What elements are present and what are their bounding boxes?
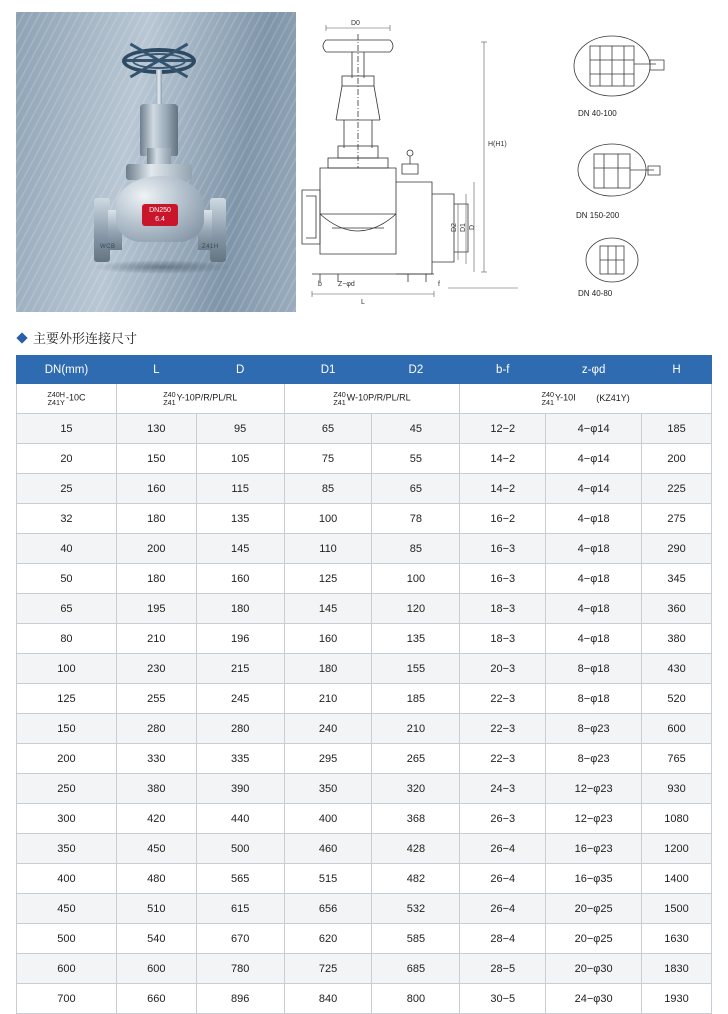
cell-d2: 585: [372, 924, 460, 954]
cell-h: 930: [642, 774, 712, 804]
cell-l: 330: [116, 744, 196, 774]
valve-stem: [156, 70, 162, 108]
cell-l: 230: [116, 654, 196, 684]
cell-d2: 368: [372, 804, 460, 834]
cell-d1: 295: [284, 744, 372, 774]
cell-d2: 185: [372, 684, 460, 714]
valve-outline-drawing: [298, 18, 548, 308]
col-header-h: H: [642, 356, 712, 384]
cell-zd: 4−φ18: [546, 624, 642, 654]
table-row: [17, 594, 712, 624]
cell-bf: 28−5: [460, 954, 546, 984]
cell-h: 430: [642, 654, 712, 684]
cell-d2: 210: [372, 714, 460, 744]
subheader-l-frac: Z40 Z41: [163, 390, 176, 407]
table-body: [17, 384, 712, 1014]
table-row: [17, 804, 712, 834]
cell-h: 275: [642, 504, 712, 534]
cell-bf: 18−3: [460, 594, 546, 624]
cell-l: 150: [116, 444, 196, 474]
cell-bf: 18−3: [460, 624, 546, 654]
cell-h: 200: [642, 444, 712, 474]
cell-d2: 78: [372, 504, 460, 534]
col-header-zd: z-φd: [546, 356, 642, 384]
cell-l: 160: [116, 474, 196, 504]
cell-l: 450: [116, 834, 196, 864]
cell-d1: 210: [284, 684, 372, 714]
cell-dn: 80: [17, 624, 117, 654]
cell-d: 145: [196, 534, 284, 564]
cell-d2: 120: [372, 594, 460, 624]
cell-bf: 26−3: [460, 804, 546, 834]
cell-l: 480: [116, 864, 196, 894]
cell-d2: 532: [372, 894, 460, 924]
table-row: [17, 834, 712, 864]
cell-l: 200: [116, 534, 196, 564]
cell-d1: 65: [284, 414, 372, 444]
dimensions-table-wrapper: [16, 355, 712, 1014]
valve-flange-right: [210, 198, 226, 262]
cell-d: 105: [196, 444, 284, 474]
subheader-l-suffix: Y-10P/R/PL/RL: [176, 392, 238, 403]
cell-dn: 350: [17, 834, 117, 864]
cell-zd: 8−φ23: [546, 744, 642, 774]
dim-label-d: D: [469, 224, 476, 230]
cell-d1: 180: [284, 654, 372, 684]
table-row: [17, 414, 712, 444]
cell-zd: 4−φ18: [546, 564, 642, 594]
cell-dn: 15: [17, 414, 117, 444]
dim-label-d1: D1: [460, 223, 467, 232]
cell-dn: 400: [17, 864, 117, 894]
subheader-d1-suffix: W-10P/R/PL/RL: [346, 392, 411, 403]
cell-dn: 40: [17, 534, 117, 564]
cell-d: 335: [196, 744, 284, 774]
cell-l: 255: [116, 684, 196, 714]
cell-l: 130: [116, 414, 196, 444]
cell-dn: 250: [17, 774, 117, 804]
cell-h: 1930: [642, 984, 712, 1014]
subheader-zd-suffix: Y-10I: [555, 392, 576, 403]
cell-l: 180: [116, 504, 196, 534]
cell-dn: 20: [17, 444, 117, 474]
cell-d1: 725: [284, 954, 372, 984]
cell-d1: 240: [284, 714, 372, 744]
cell-d: 160: [196, 564, 284, 594]
cell-d: 215: [196, 654, 284, 684]
cell-zd: 4−φ14: [546, 474, 642, 504]
cell-d1: 85: [284, 474, 372, 504]
col-header-bf: b-f: [460, 356, 546, 384]
subheader-dn-suffix: -10C: [65, 392, 86, 403]
casting-mark-left: WCB: [100, 244, 116, 250]
section-title: 主要外形连接尺寸: [33, 331, 138, 346]
cell-h: 185: [642, 414, 712, 444]
col-header-l: L: [116, 356, 196, 384]
cell-d: 280: [196, 714, 284, 744]
table-row: [17, 954, 712, 984]
cell-d2: 65: [372, 474, 460, 504]
cell-h: 520: [642, 684, 712, 714]
cell-d2: 800: [372, 984, 460, 1014]
subheader-zd-extra: (KZ41Y): [596, 392, 630, 403]
cell-bf: 24−3: [460, 774, 546, 804]
cell-d1: 620: [284, 924, 372, 954]
cell-h: 1830: [642, 954, 712, 984]
table-row: [17, 684, 712, 714]
cell-dn: 600: [17, 954, 117, 984]
subheader-dn-frac: Z40H Z41Y: [47, 390, 65, 407]
table-row: [17, 984, 712, 1014]
cell-bf: 16−2: [460, 504, 546, 534]
dim-label-l: L: [361, 299, 365, 306]
cell-zd: 12−φ23: [546, 804, 642, 834]
cell-h: 1080: [642, 804, 712, 834]
col-header-d2: D2: [372, 356, 460, 384]
subheader-d1: [284, 384, 460, 414]
cell-zd: 20−φ25: [546, 924, 642, 954]
cell-d: 615: [196, 894, 284, 924]
cell-l: 380: [116, 774, 196, 804]
cell-dn: 32: [17, 504, 117, 534]
dim-label-z-phi-d: Z−φd: [338, 281, 355, 288]
table-row: [17, 714, 712, 744]
cell-bf: 20−3: [460, 654, 546, 684]
cell-bf: 26−4: [460, 864, 546, 894]
table-row: [17, 744, 712, 774]
cell-h: 1400: [642, 864, 712, 894]
cell-l: 510: [116, 894, 196, 924]
cell-d1: 400: [284, 804, 372, 834]
cell-h: 1500: [642, 894, 712, 924]
cell-zd: 4−φ14: [546, 414, 642, 444]
cell-d: 500: [196, 834, 284, 864]
cell-zd: 8−φ23: [546, 714, 642, 744]
cell-d2: 320: [372, 774, 460, 804]
cell-h: 1630: [642, 924, 712, 954]
col-header-d1: D1: [284, 356, 372, 384]
cell-d: 180: [196, 594, 284, 624]
cell-zd: 8−φ18: [546, 654, 642, 684]
cell-d2: 100: [372, 564, 460, 594]
cell-zd: 8−φ18: [546, 684, 642, 714]
cell-d2: 482: [372, 864, 460, 894]
table-row: [17, 774, 712, 804]
cell-l: 600: [116, 954, 196, 984]
cell-h: 225: [642, 474, 712, 504]
cell-d1: 350: [284, 774, 372, 804]
cell-bf: 14−2: [460, 444, 546, 474]
cell-d: 390: [196, 774, 284, 804]
table-row: [17, 504, 712, 534]
cell-h: 360: [642, 594, 712, 624]
cell-h: 290: [642, 534, 712, 564]
valve-shadow: [92, 260, 232, 274]
cell-bf: 26−4: [460, 834, 546, 864]
cell-l: 180: [116, 564, 196, 594]
dim-label-h: H(H1): [488, 141, 507, 148]
cell-d: 95: [196, 414, 284, 444]
nameplate-line1: DN250: [149, 207, 171, 214]
cell-d: 670: [196, 924, 284, 954]
cell-l: 660: [116, 984, 196, 1014]
cell-d: 245: [196, 684, 284, 714]
cell-d2: 55: [372, 444, 460, 474]
cell-zd: 12−φ23: [546, 774, 642, 804]
cell-h: 765: [642, 744, 712, 774]
subheader-zd: [460, 384, 712, 414]
table-row: [17, 924, 712, 954]
subheader-l: [116, 384, 284, 414]
col-header-d: D: [196, 356, 284, 384]
cell-d: 896: [196, 984, 284, 1014]
valve-nameplate: [142, 204, 178, 226]
product-banner: [16, 12, 712, 312]
cell-dn: 125: [17, 684, 117, 714]
cell-zd: 4−φ18: [546, 534, 642, 564]
cell-dn: 100: [17, 654, 117, 684]
cell-d1: 100: [284, 504, 372, 534]
cell-l: 280: [116, 714, 196, 744]
section-detail-views: [556, 30, 706, 302]
diamond-icon: [16, 332, 27, 343]
cell-d1: 160: [284, 624, 372, 654]
cell-d1: 75: [284, 444, 372, 474]
cell-d2: 155: [372, 654, 460, 684]
cell-d1: 145: [284, 594, 372, 624]
table-row: [17, 564, 712, 594]
cell-dn: 500: [17, 924, 117, 954]
subheader-d1-frac: Z40 Z41: [333, 390, 346, 407]
cell-dn: 700: [17, 984, 117, 1014]
cell-d2: 45: [372, 414, 460, 444]
cell-h: 380: [642, 624, 712, 654]
cell-d: 440: [196, 804, 284, 834]
cell-bf: 12−2: [460, 414, 546, 444]
subheader-zd-frac: Z40 Z41: [541, 390, 554, 407]
table-row: [17, 534, 712, 564]
cell-bf: 14−2: [460, 474, 546, 504]
cell-bf: 22−3: [460, 744, 546, 774]
cell-l: 195: [116, 594, 196, 624]
cell-bf: 22−3: [460, 714, 546, 744]
dim-label-b: b: [318, 281, 322, 288]
cell-d1: 840: [284, 984, 372, 1014]
cell-zd: 16−φ35: [546, 864, 642, 894]
cell-zd: 20−φ25: [546, 894, 642, 924]
section-heading: [18, 328, 728, 347]
cell-d1: 656: [284, 894, 372, 924]
cell-d: 780: [196, 954, 284, 984]
subheader-dn: [17, 384, 117, 414]
cell-d1: 515: [284, 864, 372, 894]
cell-d1: 460: [284, 834, 372, 864]
section-caption-3: DN 40-80: [578, 289, 613, 298]
cell-d: 196: [196, 624, 284, 654]
cell-d1: 125: [284, 564, 372, 594]
cell-h: 600: [642, 714, 712, 744]
dim-label-d0: D0: [351, 20, 360, 27]
dim-label-f: f: [438, 281, 440, 288]
cell-bf: 26−4: [460, 894, 546, 924]
cell-bf: 16−3: [460, 534, 546, 564]
col-header-dn: DN(mm): [17, 356, 117, 384]
cell-zd: 4−φ18: [546, 594, 642, 624]
table-header-row: [17, 356, 712, 384]
table-row: [17, 444, 712, 474]
dim-label-d2: D2: [451, 223, 458, 232]
section-caption-2: DN 150-200: [576, 211, 620, 220]
cell-d: 565: [196, 864, 284, 894]
cell-l: 420: [116, 804, 196, 834]
table-row: [17, 894, 712, 924]
section-caption-1: DN 40-100: [578, 109, 617, 118]
cell-d2: 428: [372, 834, 460, 864]
cell-l: 540: [116, 924, 196, 954]
cell-zd: 20−φ30: [546, 954, 642, 984]
cell-bf: 30−5: [460, 984, 546, 1014]
cell-dn: 50: [17, 564, 117, 594]
cell-d2: 685: [372, 954, 460, 984]
cell-dn: 150: [17, 714, 117, 744]
cell-bf: 22−3: [460, 684, 546, 714]
cell-dn: 65: [17, 594, 117, 624]
cell-d2: 85: [372, 534, 460, 564]
table-row: [17, 864, 712, 894]
cell-bf: 16−3: [460, 564, 546, 594]
cell-l: 210: [116, 624, 196, 654]
cell-dn: 200: [17, 744, 117, 774]
table-row: [17, 474, 712, 504]
cell-dn: 25: [17, 474, 117, 504]
cell-d2: 135: [372, 624, 460, 654]
cell-zd: 24−φ30: [546, 984, 642, 1014]
nameplate-line2: 6.4: [155, 216, 165, 223]
table-row: [17, 624, 712, 654]
dimensions-table: [16, 355, 712, 1014]
cell-dn: 300: [17, 804, 117, 834]
casting-mark-right: Z41H: [202, 244, 219, 250]
cell-zd: 4−φ14: [546, 444, 642, 474]
cell-d2: 265: [372, 744, 460, 774]
cell-h: 345: [642, 564, 712, 594]
cell-h: 1200: [642, 834, 712, 864]
cell-d: 135: [196, 504, 284, 534]
table-subheader-row: [17, 384, 712, 414]
cell-bf: 28−4: [460, 924, 546, 954]
valve-photo: [16, 12, 298, 312]
cell-zd: 4−φ18: [546, 504, 642, 534]
table-row: [17, 654, 712, 684]
cell-zd: 16−φ23: [546, 834, 642, 864]
cell-d1: 110: [284, 534, 372, 564]
cell-dn: 450: [17, 894, 117, 924]
cell-d: 115: [196, 474, 284, 504]
